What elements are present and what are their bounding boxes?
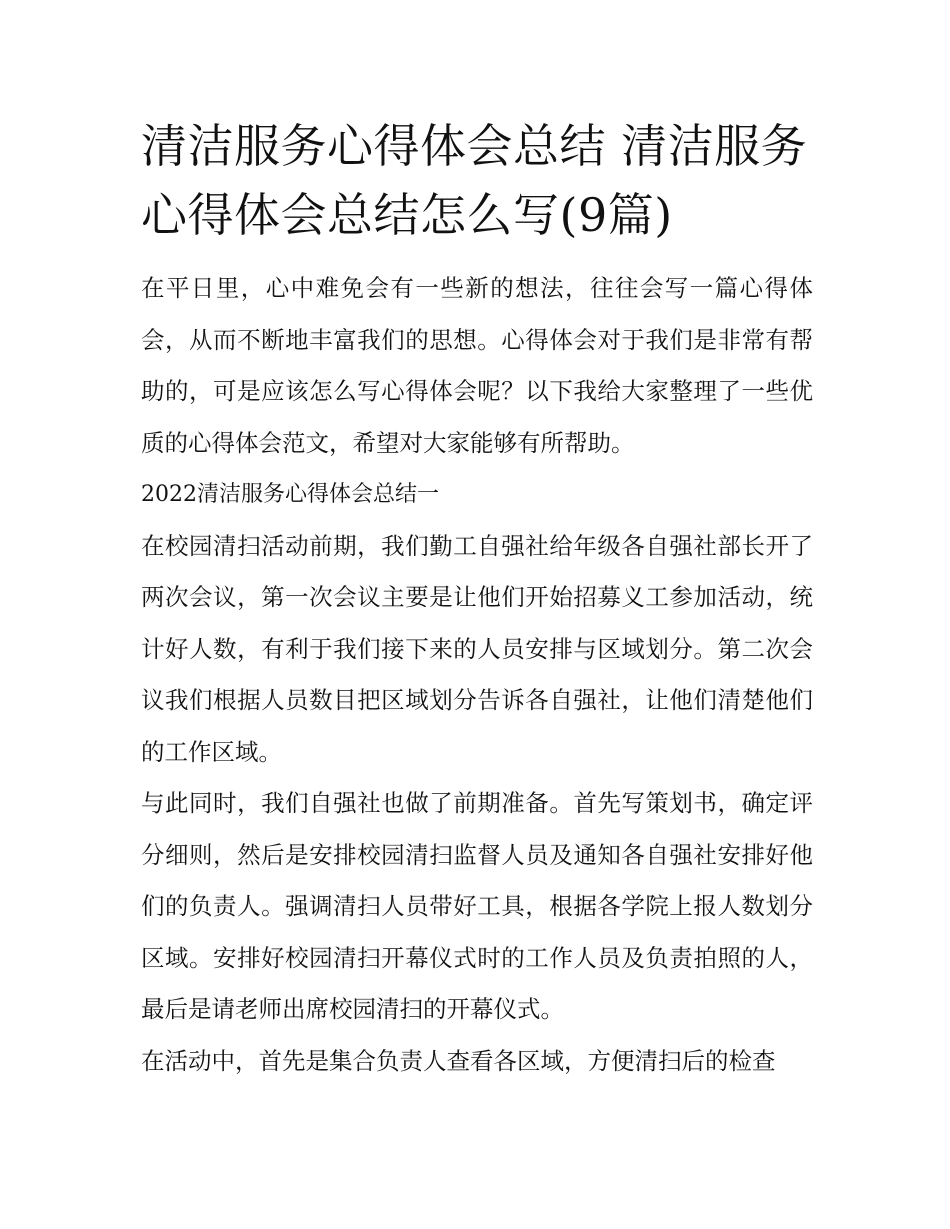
body-paragraph-2: 与此同时，我们自强社也做了前期准备。首先写策划书，确定评分细则，然后是安排校园清扫监督人员及通知各自强社安排好他们的负责人。强调清扫人员带好工具，根据各学院上报人数划分区域。安排好校园清扫开幕仪式时的工作人员及负责拍照的人，最后是请老师出席校园清扫的开幕仪式。 bbox=[141, 789, 813, 1023]
body-paragraph-1: 在校园清扫活动前期，我们勤工自强社给年级各自强社部长开了两次会议，第一次会议主要是让他们开始招募义工参加活动，统计好人数，有利于我们接下来的人员安排与区域划分。第二次会议我们根据人员数目把区域划分告诉各自强社，让他们清楚他们的工作区域。 bbox=[141, 531, 813, 766]
document-title: 清洁服务心得体会总结 清洁服务心得体会总结怎么写(9篇) bbox=[141, 119, 808, 242]
body-paragraph-3: 在活动中，首先是集合负责人查看各区域，方便清扫后的检查 bbox=[141, 1046, 776, 1075]
title-spacer bbox=[141, 250, 813, 263]
intro-paragraph: 在平日里，心中难免会有一些新的想法，往往会写一篇心得体会，从而不断地丰富我们的思想。心得体会对于我们是非常有帮助的，可是应该怎么写心得体会呢？以下我给大家整理了一些优质的心得体会范文，希望对大家能够有所帮助。 bbox=[141, 274, 813, 457]
document-body bbox=[141, 112, 813, 1087]
section-heading: 2022清洁服务心得体会总结一 bbox=[141, 482, 439, 507]
